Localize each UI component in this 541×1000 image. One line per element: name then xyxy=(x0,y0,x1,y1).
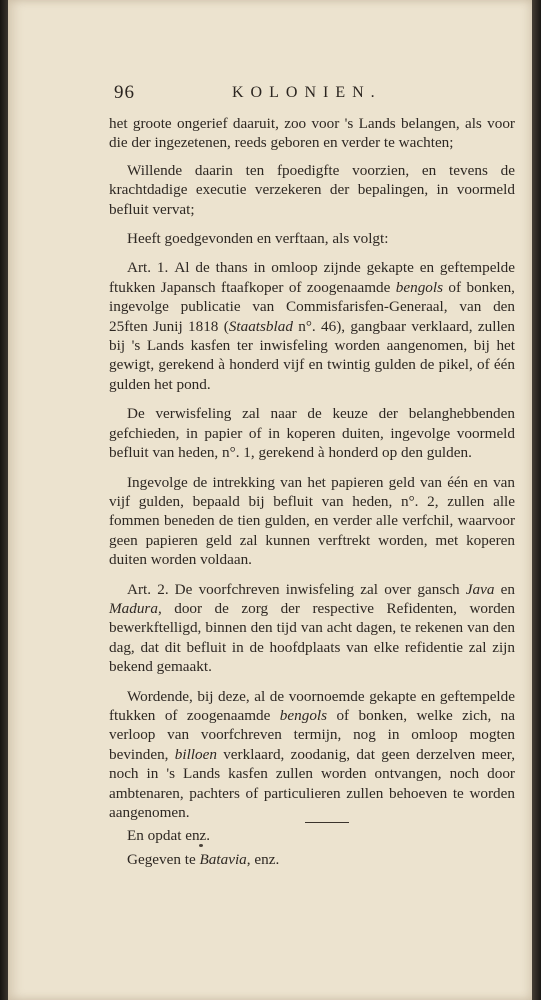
book-gutter-edge xyxy=(0,0,8,1000)
italic-term: Madura xyxy=(109,599,158,617)
paragraph-gegeven: Gegeven te Batavia, enz. xyxy=(127,850,280,868)
paragraph-heeft: Heeft goedgevonden en verftaan, als volgt: xyxy=(127,230,389,248)
closing-rule xyxy=(305,822,349,823)
paragraph-continuation: het groote ongerief daaruit, zoo voor 's Lands belangen, als voor die der ingezetenen, reeds geboren en verder te wachten; xyxy=(109,115,515,152)
running-header xyxy=(8,82,532,108)
italic-term: bengols xyxy=(279,706,328,724)
italic-term: billoen xyxy=(174,745,217,763)
paragraph-wordende: Wordende, bij deze, al de voornoemde gekapte en geftempelde ftukken of zoogenaamde bengols of bonken, welke zich, na verloop van voorfchreven termijn, nog in omloop mogten bevinden, billoen verklaard, zoodanig, dat geen derzelven meer, noch in 's Lands kasfen zullen worden ontvangen, noch door ambtenaren, pachters of particulieren zullen behoeven te worden aangenomen. xyxy=(109,687,516,821)
italic-term: Java xyxy=(465,580,495,598)
ink-speck xyxy=(199,844,203,847)
page-number: 96 xyxy=(114,82,135,103)
paragraph-en-opdat: En opdat enz. xyxy=(127,827,211,845)
italic-term: Staatsblad xyxy=(228,317,293,335)
book-page xyxy=(8,0,532,1000)
book-fore-edge xyxy=(531,0,541,1000)
paragraph-ingevolge: Ingevolge de intrekking van het papieren geld van één en van vijf gulden, bepaald bij befluit van heden, n°. 2, zullen alle fommen beneden de tien gulden, en verder alle verfchil, waarvoor geen papieren geld zal kunnen verftrekt worden, met koperen duiten worden voldaan. xyxy=(109,473,515,569)
italic-place: Batavia xyxy=(199,850,247,868)
paragraph-willende: Willende daarin ten fpoedigfte voorzien, en tevens de krachtdadige executie verzekeren der bepalingen, in voormeld befluit vervat; xyxy=(109,161,515,218)
article-label: Art. 1. xyxy=(127,259,169,277)
italic-term: bengols xyxy=(395,278,444,296)
body-text xyxy=(109,114,515,873)
header-title: KOLONIEN. xyxy=(232,84,382,101)
article-2: Art. 2. De voorfchreven inwisfeling zal over gansch Java en Madura, door de zorg der respective Refidenten, worden bewerkftelligd, binnen den tijd van acht dagen, te rekenen van den dag, dat dit befluit in de hoofdplaats van elke refidentie zal zijn bekend gemaakt. xyxy=(109,580,515,676)
article-1: Art. 1. Al de thans in omloop zijnde gekapte en geftempelde ftukken Japansch ftaafkoper of zoogenaamde bengols of bonken, ingevolge publicatie van Commisfarisfen-Generaal, van den 25ften Junij 1818 (Staatsblad n°. 46), gangbaar verklaard, zullen bij 's Lands kasfen ter inwisfeling worden aangenomen, bij het gewigt, gerekend à honderd vijf en twintig gulden de pikel, of één gulden het pond. xyxy=(109,259,515,393)
paragraph-verwisfeling: De verwisfeling zal naar de keuze der belanghebbenden gefchieden, in papier of in koperen duiten, ingevolge voormeld befluit van heden, n°. 1, gerekend à honderd op den gulden. xyxy=(109,405,515,462)
article-label: Art. 2. xyxy=(127,580,169,598)
